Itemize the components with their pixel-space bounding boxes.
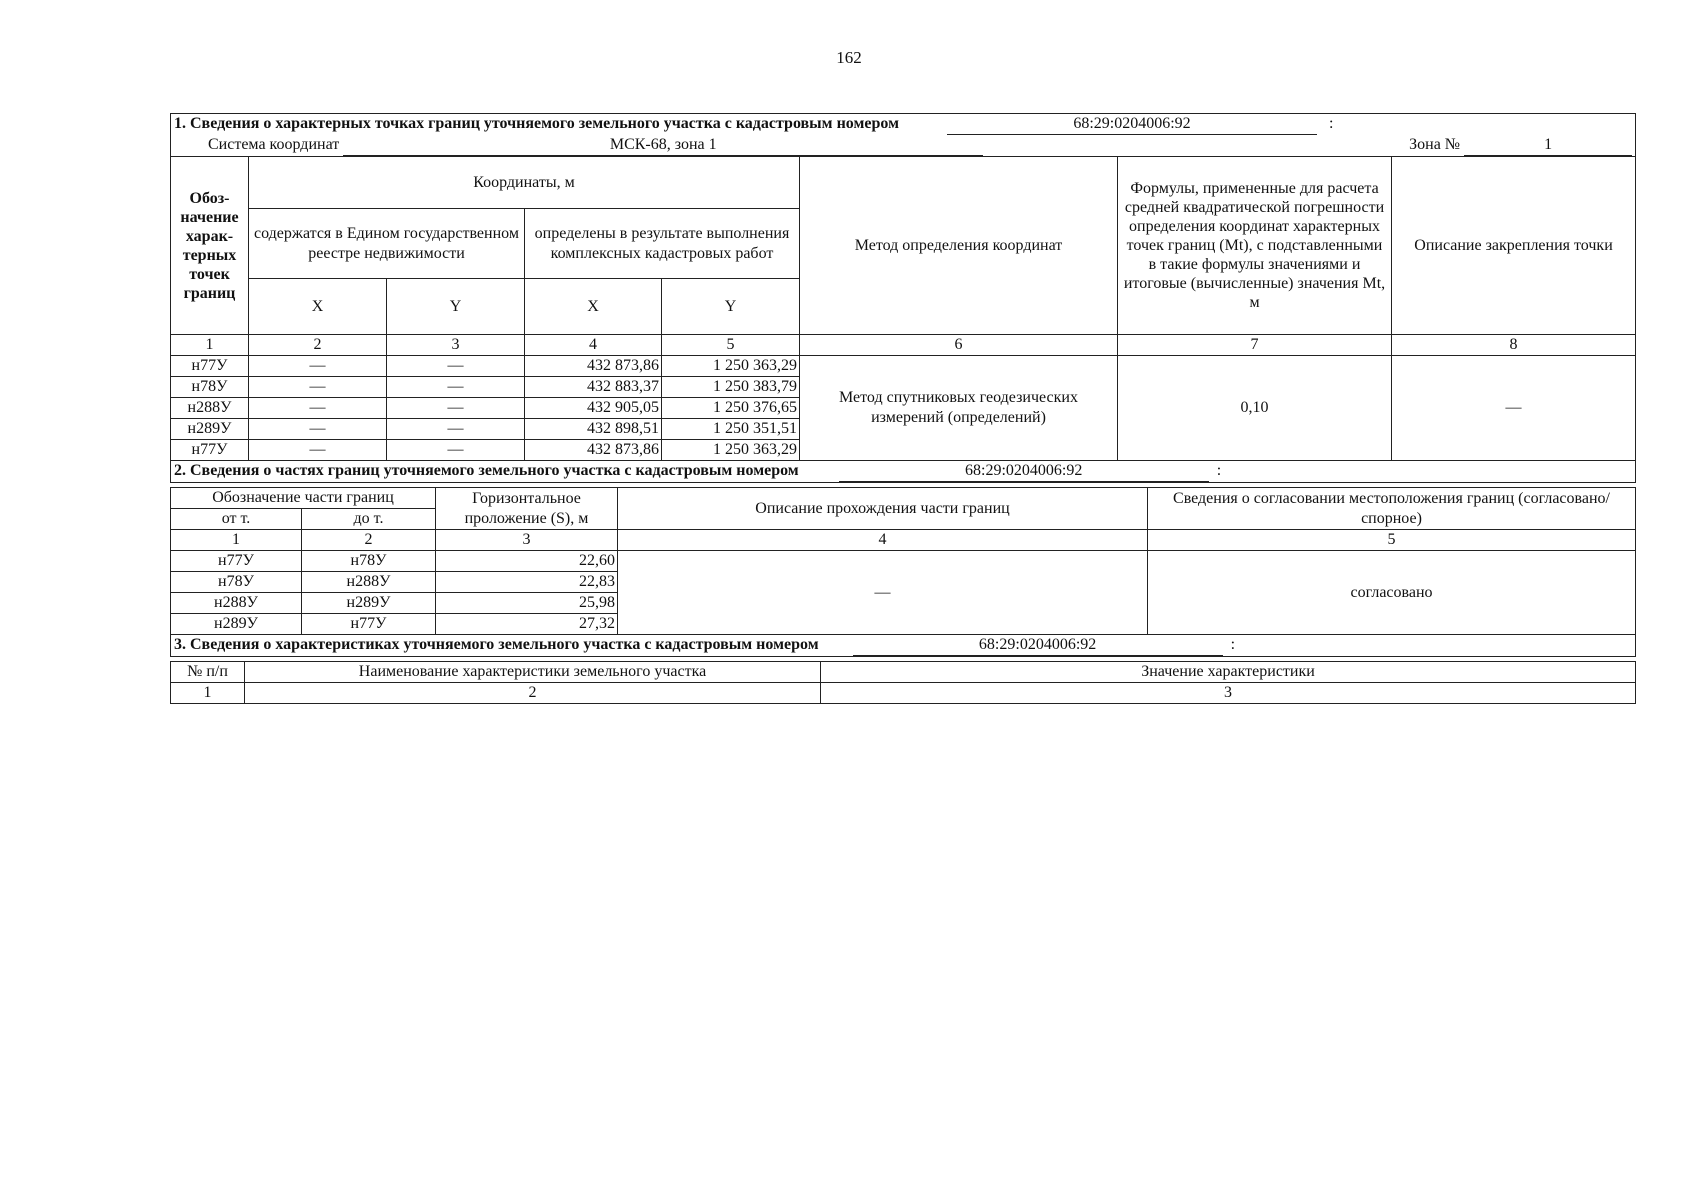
section1-cadastral-number: 68:29:0204006:92 — [947, 114, 1317, 135]
header-kkr: определены в результате выполнения комплексных кадастровых работ — [525, 209, 800, 279]
point-name: н288У — [171, 398, 249, 419]
header-egrn: содержатся в Едином государственном реестре недвижимости — [249, 209, 525, 279]
section1-heading — [171, 114, 1636, 136]
y-egrn: — — [387, 398, 525, 419]
agreement-value: согласовано — [1148, 551, 1636, 635]
col-number: 8 — [1392, 335, 1636, 356]
header-agreement: Сведения о согласовании местоположения границ (согласовано/спорное) — [1148, 488, 1636, 530]
section1-table — [170, 113, 1636, 461]
section3-heading — [171, 635, 1636, 657]
section2-colon: : — [1216, 462, 1222, 479]
section2-column-numbers — [171, 530, 1636, 551]
section3-cadastral-number: 68:29:0204006:92 — [853, 635, 1223, 656]
coord-system-label: Система координат — [208, 136, 340, 153]
header-num: № п/п — [171, 662, 245, 683]
col-number: 3 — [821, 683, 1636, 704]
zone-value: 1 — [1464, 135, 1632, 156]
y-egrn: — — [387, 419, 525, 440]
col-number: 4 — [618, 530, 1148, 551]
col-number: 1 — [171, 683, 245, 704]
col-number: 2 — [245, 683, 821, 704]
cadastral-document — [170, 113, 1635, 704]
section2-heading — [171, 461, 1636, 483]
from-point: н289У — [171, 614, 302, 635]
header-description: Описание прохождения части границ — [618, 488, 1148, 530]
col-number: 5 — [662, 335, 800, 356]
col-number: 7 — [1118, 335, 1392, 356]
coord-system-row — [171, 135, 1636, 157]
col-number: 3 — [387, 335, 525, 356]
x-egrn: — — [249, 377, 387, 398]
section3-colon: : — [1230, 636, 1236, 653]
col-number: 4 — [525, 335, 662, 356]
x-egrn: — — [249, 398, 387, 419]
x-egrn: — — [249, 440, 387, 461]
col-number: 1 — [171, 335, 249, 356]
header-designation: Обоз-начение харак-терных точек границ — [171, 157, 249, 335]
col-number: 3 — [436, 530, 618, 551]
mt-value: 0,10 — [1118, 356, 1392, 461]
col-number: 2 — [302, 530, 436, 551]
method-value: Метод спутниковых геодезических измерений (определений) — [800, 356, 1118, 461]
distance-value: 25,98 — [436, 593, 618, 614]
point-name: н289У — [171, 419, 249, 440]
section3-table — [170, 634, 1636, 704]
y-egrn: — — [387, 356, 525, 377]
y-value: 1 250 363,29 — [662, 356, 800, 377]
header-x-egrn: X — [249, 279, 387, 335]
distance-value: 22,60 — [436, 551, 618, 572]
header-formula: Формулы, примененные для расчета средней квадратической погрешности определения координат характерных точек границ (Mt), с подставленными в такие формулы значениями и итоговые (вычисленные) значения Mt, м — [1118, 157, 1392, 335]
col-number: 2 — [249, 335, 387, 356]
page-number: 162 — [836, 48, 862, 67]
to-point: н288У — [302, 572, 436, 593]
section2-table — [170, 460, 1636, 635]
distance-value: 27,32 — [436, 614, 618, 635]
section3-title: 3. Сведения о характеристиках уточняемого земельного участка с кадастровым номером — [174, 636, 819, 653]
to-point: н289У — [302, 593, 436, 614]
point-name: н77У — [171, 356, 249, 377]
y-value: 1 250 383,79 — [662, 377, 800, 398]
x-value: 432 898,51 — [525, 419, 662, 440]
section1-colon: : — [1328, 115, 1334, 132]
x-value: 432 873,86 — [525, 440, 662, 461]
from-point: н78У — [171, 572, 302, 593]
y-egrn: — — [387, 377, 525, 398]
header-y-egrn: Y — [387, 279, 525, 335]
distance-value: 22,83 — [436, 572, 618, 593]
y-egrn: — — [387, 440, 525, 461]
table-row — [171, 356, 1636, 377]
header-x-kkr: X — [525, 279, 662, 335]
header-horizontal: Горизонтальное проложение (S), м — [436, 488, 618, 530]
from-point: н288У — [171, 593, 302, 614]
point-name: н77У — [171, 440, 249, 461]
section1-title: 1. Сведения о характерных точках границ уточняемого земельного участка с кадастровым номером — [174, 115, 899, 132]
fixing-value: — — [1392, 356, 1636, 461]
col-number: 6 — [800, 335, 1118, 356]
header-method: Метод определения координат — [800, 157, 1118, 335]
x-value: 432 873,86 — [525, 356, 662, 377]
header-to: до т. — [302, 509, 436, 530]
col-number: 5 — [1148, 530, 1636, 551]
x-value: 432 883,37 — [525, 377, 662, 398]
coord-system-value: МСК-68, зона 1 — [343, 135, 983, 156]
header-name: Наименование характеристики земельного участка — [245, 662, 821, 683]
x-egrn: — — [249, 356, 387, 377]
header-part-designation: Обозначение части границ — [171, 488, 436, 509]
section2-cadastral-number: 68:29:0204006:92 — [839, 461, 1209, 482]
x-egrn: — — [249, 419, 387, 440]
header-from: от т. — [171, 509, 302, 530]
header-fixing: Описание закрепления точки — [1392, 157, 1636, 335]
col-number: 1 — [171, 530, 302, 551]
header-value: Значение характеристики — [821, 662, 1636, 683]
point-name: н78У — [171, 377, 249, 398]
y-value: 1 250 363,29 — [662, 440, 800, 461]
section2-title: 2. Сведения о частях границ уточняемого земельного участка с кадастровым номером — [174, 462, 799, 479]
from-point: н77У — [171, 551, 302, 572]
description-value: — — [618, 551, 1148, 635]
header-y-kkr: Y — [662, 279, 800, 335]
to-point: н77У — [302, 614, 436, 635]
x-value: 432 905,05 — [525, 398, 662, 419]
y-value: 1 250 376,65 — [662, 398, 800, 419]
to-point: н78У — [302, 551, 436, 572]
zone-label: Зона № — [1409, 136, 1461, 153]
y-value: 1 250 351,51 — [662, 419, 800, 440]
table-row — [171, 551, 1636, 572]
section1-column-numbers — [171, 335, 1636, 356]
header-coordinates: Координаты, м — [249, 157, 800, 209]
section3-column-numbers — [171, 683, 1636, 704]
